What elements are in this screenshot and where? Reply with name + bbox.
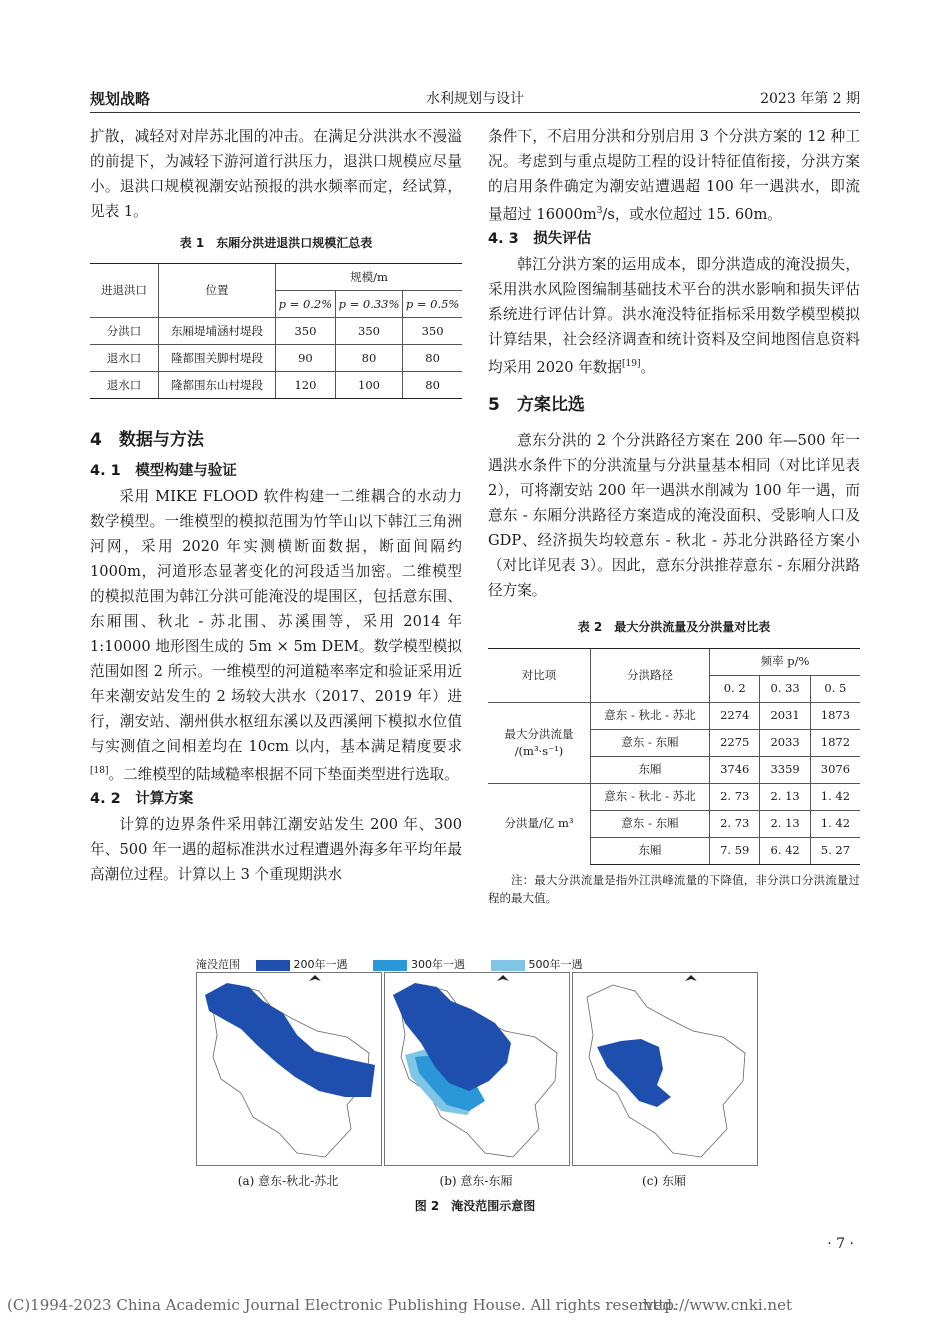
north-label xyxy=(500,973,505,975)
group-label: 分洪量/亿 m³ xyxy=(488,783,591,864)
table1-caption: 表 1 东厢分洪进退洪口规模汇总表 xyxy=(179,236,373,250)
cell: 3746 xyxy=(710,756,760,783)
cell: 东厢堤埔涵村堤段 xyxy=(159,318,276,345)
journal-title: 水利规划与设计 xyxy=(426,91,524,107)
paragraph: 条件下，不启用分洪和分别启用 3 个分洪方案的 12 种工况。考虑到与重点堤防工程的设计特征值衔接，分洪方案的启用条件确定为潮安站遭遇超 100 年一遇洪水，即流量超过 $16000m^3/s$，或水位超过 15. 60m。 xyxy=(488,128,860,223)
table2-note: 注：最大分洪流量是指外江洪峰流量的下降值，非分洪口分洪流量过程的最大值。 xyxy=(488,872,860,905)
legend-swatch-200 xyxy=(256,960,290,971)
cell: 隆都围关脚村堤段 xyxy=(159,345,276,372)
figure-legend: 淹没范围 200年一遇 300年一遇 500年一遇 xyxy=(196,958,583,971)
cell: 100 xyxy=(335,372,402,399)
cell: 1. 42 xyxy=(810,810,860,837)
th-freq-value: 0. 2 xyxy=(710,675,760,702)
subsection-heading: 4. 2 计算方案 xyxy=(90,790,194,807)
cell: 2274 xyxy=(710,702,760,729)
th-freq: p = 0.5% xyxy=(403,291,462,318)
cell: 2. 13 xyxy=(760,810,810,837)
cell: 2031 xyxy=(760,702,810,729)
cell: 2033 xyxy=(760,729,810,756)
cell: 意东 - 秋北 - 苏北 xyxy=(591,783,710,810)
cnki-url[interactable]: http://www.cnki.net xyxy=(642,1296,792,1314)
cell: 意东 - 秋北 - 苏北 xyxy=(591,702,710,729)
section-label: 规划战略 xyxy=(90,90,151,108)
panel-c-label: (c) 东厢 xyxy=(642,1174,686,1188)
th-scale: 规模/m xyxy=(276,264,463,291)
cell: 2. 73 xyxy=(710,783,760,810)
issue-label: 2023 年第 2 期 xyxy=(760,91,860,107)
paragraph: 采用 MIKE FLOOD 软件构建一二维耦合的水动力数学模型。一维模型的模拟范围为竹竿山以下韩江三角洲河网，采用 2020 年实测横断面数据，断面间隔约 1000m，河道形态显著变化的河段适当加密。二维模型的模拟范围为韩江分洪可能淹没的堤围区，包括意东围、东厢围、秋北 - 苏北围、苏溪围等，采用 2014 年 1:10000 地形图生成的 5m × 5m DEM。数学模型模拟范围如图 2 所示。一维模型的河道糙率率定和验证采用近年来潮安站发生的 2 场较大洪水（2017、2019 年）进行，潮安站、潮州供水枢纽东溪以及西溪闸下模拟水位值与实测值之间相差均在 10cm 以内，基本满足精度要求[18]。二维模型的陆域糙率根据不同下垫面类型进行选取。 xyxy=(90,488,462,783)
cell: 80 xyxy=(403,345,462,372)
copyright-footer: (C)1994-2023 China Academic Journal Electronic Publishing House. All rights reserved. xyxy=(7,1296,677,1314)
legend-title: 淹没范围 xyxy=(196,958,240,971)
north-arrow-icon xyxy=(685,975,697,981)
th-freq-value: 0. 5 xyxy=(810,675,860,702)
th-path: 分洪路径 xyxy=(591,648,710,702)
cell: 退水口 xyxy=(90,345,159,372)
header-rule xyxy=(90,112,860,113)
page-number: · 7 · xyxy=(827,1236,854,1252)
th-freq: 频率 p/% xyxy=(710,648,861,675)
left-column xyxy=(90,124,462,887)
cell: 1. 42 xyxy=(810,783,860,810)
subsection-heading: 4. 1 模型构建与验证 xyxy=(90,463,237,479)
cell: 东厢 xyxy=(591,837,710,864)
cell: 意东 - 东厢 xyxy=(591,810,710,837)
panel-a-label: (a) 意东-秋北-苏北 xyxy=(237,1174,339,1188)
cell: 7. 59 xyxy=(710,837,760,864)
cell: 90 xyxy=(276,345,336,372)
map-panel-c xyxy=(572,972,758,1166)
paragraph: 意东分洪的 2 个分洪路径方案在 200 年—500 年一遇洪水条件下的分洪流量与分洪量基本相同（对比详见表 2），可将潮安站 200 年一遇洪水削减为 100 年一遇，而意东 - 东厢分洪路径方案造成的淹没面积、受影响人口及 GDP、经济损失均较意东 - 秋北 - 苏北分洪路径方案小（对比详见表 3）。因此，意东分洪推荐意东 - 东厢分洪路径方案。 xyxy=(488,431,860,599)
section-heading: 4 数据与方法 xyxy=(90,430,204,450)
cell: 3076 xyxy=(810,756,860,783)
cell: 350 xyxy=(276,318,336,345)
paragraph: 扩散，减轻对对岸苏北围的冲击。在满足分洪洪水不漫溢的前提下，为减轻下游河道行洪压力，退洪口规模应尽量小。退洪口规模视潮安站预报的洪水频率而定，经试算，见表 1。 xyxy=(90,128,462,220)
th-item: 对比项 xyxy=(488,648,591,702)
cell: 意东 - 东厢 xyxy=(591,729,710,756)
section-heading: 5 方案比选 xyxy=(488,394,585,415)
th-freq: p = 0.33% xyxy=(335,291,402,318)
cell: 6. 42 xyxy=(760,837,810,864)
map-panel-a xyxy=(196,972,382,1166)
th-freq-value: 0. 33 xyxy=(760,675,810,702)
right-column xyxy=(488,124,860,907)
cell: 120 xyxy=(276,372,336,399)
th-location: 位置 xyxy=(159,264,276,318)
cell: 东厢 xyxy=(591,756,710,783)
paragraph: 计算的边界条件采用韩江潮安站发生 200 年、300 年、500 年一遇的超标准洪水过程遭遇外海多年平均年最高潮位过程。计算以上 3 个重现期洪水 xyxy=(90,815,462,883)
cell: 退水口 xyxy=(90,372,159,399)
panel-b-label: (b) 意东-东厢 xyxy=(439,1174,513,1188)
cell: 80 xyxy=(335,345,402,372)
table1 xyxy=(90,263,462,399)
cell: 350 xyxy=(403,318,462,345)
citation: [18] xyxy=(90,766,109,776)
legend-swatch-300 xyxy=(373,960,407,971)
cell: 1873 xyxy=(810,702,860,729)
cell: 350 xyxy=(335,318,402,345)
group-label: 最大分洪流量 /(m³·s⁻¹) xyxy=(488,702,591,783)
table2-caption: 表 2 最大分洪流量及分洪量对比表 xyxy=(577,619,771,634)
th-port: 进退洪口 xyxy=(90,264,159,318)
cell: 2275 xyxy=(710,729,760,756)
cell: 1872 xyxy=(810,729,860,756)
th-freq: p = 0.2% xyxy=(276,291,336,318)
cell: 分洪口 xyxy=(90,318,159,345)
north-label xyxy=(688,973,693,975)
cell: 80 xyxy=(403,372,462,399)
figure-caption: 图 2 淹没范围示意图 xyxy=(414,1199,536,1213)
map-panel-b xyxy=(384,972,570,1166)
paragraph: 韩江分洪方案的运用成本，即分洪造成的淹没损失，采用洪水风险图编制基础技术平台的洪水影响和损失评估系统进行评估计算。洪水淹没特征指标采用数学模型模拟计算结果，社会经济调查和统计资料及空间地图信息资料均采用 2020 年数据[19]。 xyxy=(488,255,860,376)
north-arrow-icon xyxy=(497,975,509,981)
north-label xyxy=(312,973,317,975)
cell: 2. 73 xyxy=(710,810,760,837)
north-arrow-icon xyxy=(309,975,321,981)
cell: 3359 xyxy=(760,756,810,783)
table2 xyxy=(488,648,860,865)
citation: [19] xyxy=(621,358,641,369)
cell: 隆都围东山村堤段 xyxy=(159,372,276,399)
subsection-heading: 4. 3 损失评估 xyxy=(488,230,592,247)
legend-swatch-500 xyxy=(491,960,525,971)
cell: 2. 13 xyxy=(760,783,810,810)
cell: 5. 27 xyxy=(810,837,860,864)
